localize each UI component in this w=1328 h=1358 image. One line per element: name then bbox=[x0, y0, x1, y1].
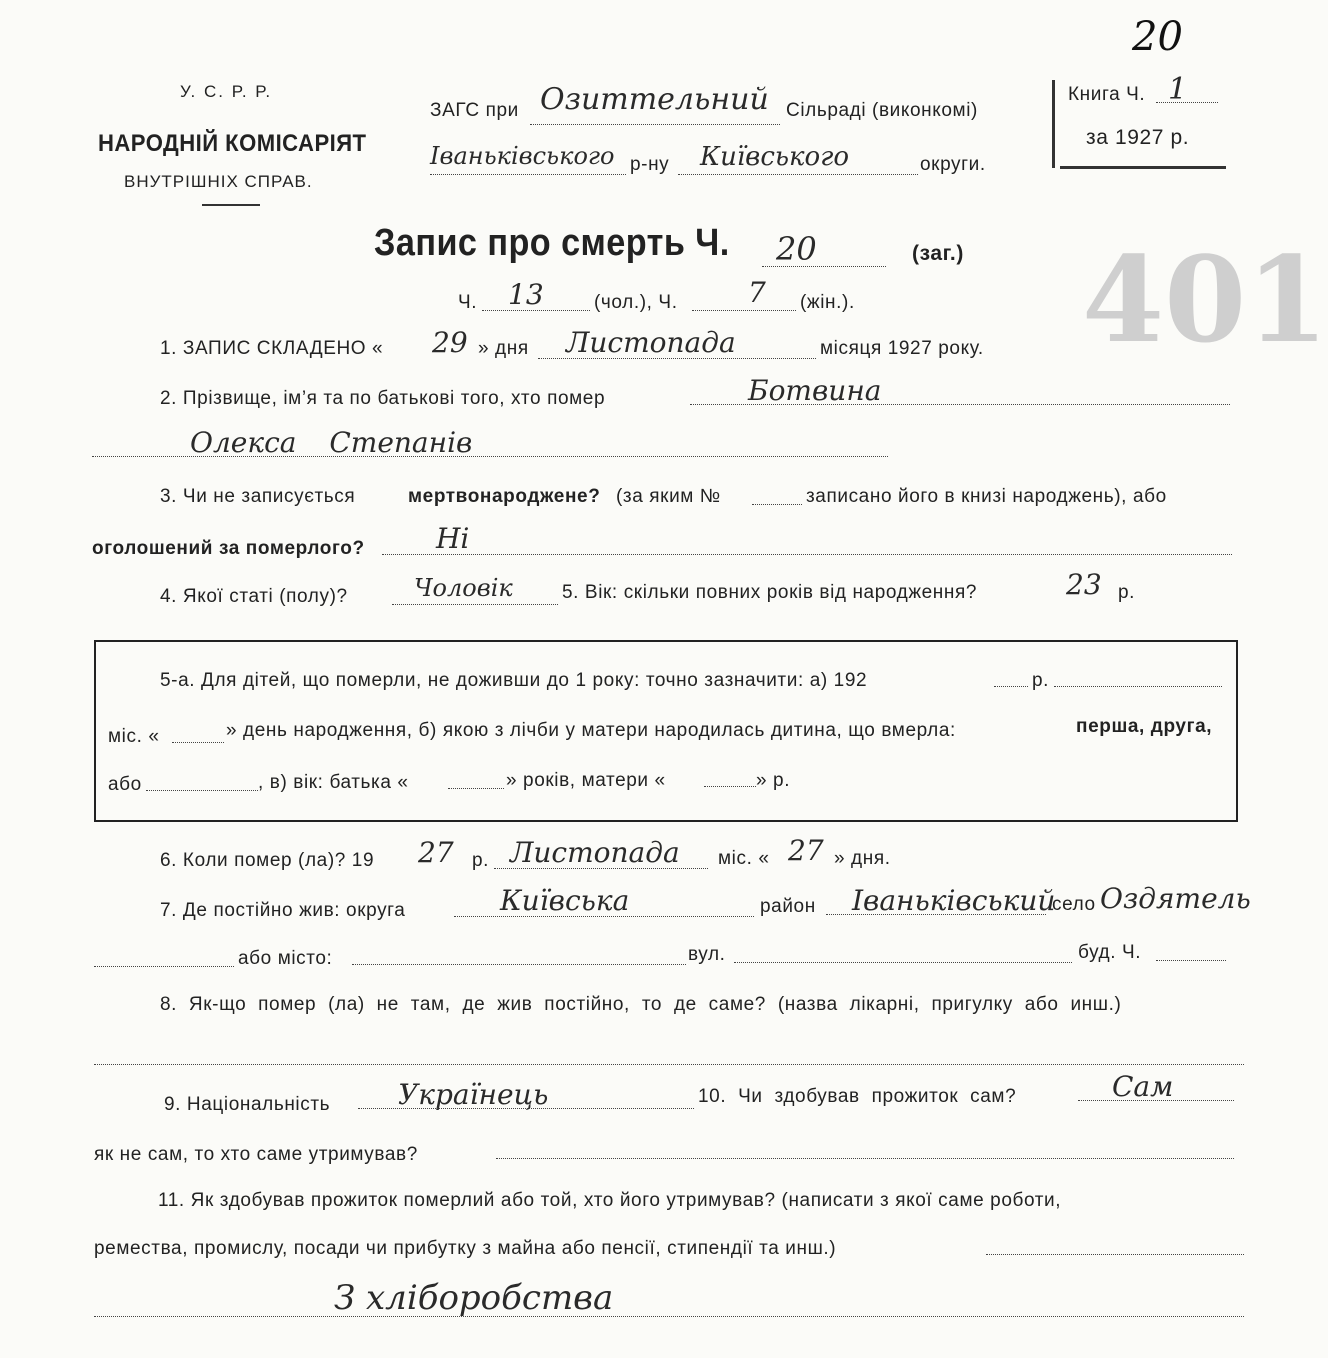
okruha-label: округи. bbox=[920, 154, 986, 175]
raion-label: р-ну bbox=[630, 154, 670, 175]
q7-label: 7. Де постійно жив: округа bbox=[160, 900, 406, 921]
q10-supported-by-label: як не сам, то хто саме утримував? bbox=[94, 1144, 418, 1165]
q6-month-hw: Листопада bbox=[510, 836, 680, 869]
male-count-line bbox=[482, 310, 590, 311]
q7-selo-label: село bbox=[1052, 894, 1096, 915]
book-line bbox=[1156, 102, 1218, 103]
q5a-father-age-label: , в) вік: батька « bbox=[258, 772, 409, 793]
q4-answer-line bbox=[392, 604, 558, 605]
q7-selo-hw: Оздятель bbox=[1100, 882, 1251, 915]
q1-month-line bbox=[538, 358, 816, 359]
q5a-mother-age-line bbox=[704, 786, 756, 787]
q9-label: 9. Національність bbox=[164, 1094, 331, 1115]
q5a-line2: » день народження, б) якою з лічби у матери народилась дитина, що вмерла: bbox=[226, 720, 956, 741]
q7-street-label: вул. bbox=[688, 944, 726, 965]
q11-answer-hw: З хліборобства bbox=[334, 1278, 614, 1318]
q5a-day-line bbox=[172, 742, 224, 743]
q7-city-prefix-line bbox=[94, 966, 234, 967]
q6-label: 6. Коли помер (ла)? 19 bbox=[160, 850, 375, 871]
internal-affairs-label: ВНУТРІШНІХ СПРАВ. bbox=[124, 172, 313, 191]
q6-month-line bbox=[494, 868, 708, 869]
okruha-line bbox=[678, 174, 918, 175]
q6-year-unit: р. bbox=[472, 850, 490, 871]
book-hw: 1 bbox=[1168, 72, 1188, 107]
q3-stillborn: мертвонароджене? bbox=[408, 486, 601, 507]
male-count-label: (чол.), Ч. bbox=[594, 292, 678, 313]
q2-label: 2. Прізвище, ім’я та по батькові того, хто помер bbox=[160, 388, 606, 409]
q8-label: 8. Як-що помер (ла) не там, де жив постійно, то де саме? (назва лікарні, пригулку або инш.) bbox=[160, 994, 1122, 1015]
q5a-line1-end bbox=[1054, 686, 1222, 687]
q3-number-line bbox=[752, 504, 802, 505]
q5a-order-line bbox=[146, 790, 258, 791]
book-label: Книга Ч. bbox=[1068, 84, 1146, 105]
q7-city-line bbox=[352, 964, 686, 965]
q5a-month-prefix: міс. « bbox=[108, 726, 160, 747]
q6-day-label: » дня. bbox=[834, 848, 891, 869]
q1-month-hw: Листопада bbox=[566, 326, 736, 359]
q2-name-line bbox=[92, 456, 888, 457]
book-bracket-bottom bbox=[1060, 166, 1226, 169]
q2-surname-hw: Ботвина bbox=[748, 374, 882, 407]
zags-line bbox=[530, 124, 780, 125]
q6-year-hw: 27 bbox=[418, 836, 454, 869]
q2-name-hw: Олекса Степанів bbox=[190, 426, 473, 459]
q4-label: 4. Якої статі (полу)? bbox=[160, 586, 348, 607]
q7-house-label: буд. Ч. bbox=[1078, 942, 1142, 963]
q4-answer-hw: Чоловік bbox=[414, 574, 513, 602]
q3-label-d: записано його в книзі народжень), або bbox=[806, 486, 1167, 507]
q11-line2-end bbox=[986, 1254, 1244, 1255]
record-title: Запис про смерть Ч. bbox=[374, 222, 730, 264]
record-number-hw: 20 bbox=[776, 230, 817, 268]
q3-answer-line bbox=[382, 554, 1232, 555]
raion-hw: Іваньківського bbox=[430, 142, 615, 170]
q10-label: 10. Чи здобував прожиток сам? bbox=[698, 1086, 1017, 1107]
q8-answer-line bbox=[94, 1064, 1244, 1065]
q5a-year-unit: р. bbox=[1032, 670, 1050, 691]
q7-okruha-line bbox=[454, 916, 754, 917]
q11-label-line1: 11. Як здобував прожиток померлий або той, хто його утримував? (написати з якої саме роботи, bbox=[158, 1190, 1062, 1211]
female-count-label: (жін.). bbox=[800, 292, 855, 313]
q3-answer-hw: Ні bbox=[436, 522, 470, 555]
corner-number-hw: 20 bbox=[1132, 14, 1183, 60]
q7-raion-hw: Іваньківський bbox=[852, 884, 1056, 917]
q10-supported-by-line bbox=[496, 1158, 1234, 1159]
q5-label: 5. Вік: скільки повних років від народження? bbox=[562, 582, 978, 603]
q6-month-label: міс. « bbox=[718, 848, 770, 869]
q5a-father-age-line bbox=[448, 788, 504, 789]
q5a-or: або bbox=[108, 774, 142, 795]
record-number-line bbox=[762, 266, 886, 267]
ussr-label: У. С. Р. Р. bbox=[180, 82, 273, 101]
q11-answer-line bbox=[94, 1316, 1244, 1317]
q7-city-label: або місто: bbox=[238, 948, 333, 969]
q10-answer-hw: Сам bbox=[1112, 1070, 1174, 1103]
q5a-birth-order: перша, друга, bbox=[1076, 716, 1213, 737]
q5-unit: р. bbox=[1118, 582, 1136, 603]
book-year: за 1927 р. bbox=[1086, 126, 1190, 149]
zag-label: (заг.) bbox=[912, 242, 964, 265]
q9-answer-hw: Українець bbox=[398, 1078, 549, 1111]
q5a-mother-age-unit: » р. bbox=[756, 770, 791, 791]
zags-prefix: ЗАГС при bbox=[430, 100, 519, 121]
q1-day-hw: 29 bbox=[432, 326, 468, 359]
q2-surname-line bbox=[690, 404, 1230, 405]
q1-day-suffix: » дня bbox=[478, 338, 529, 359]
commissariat-label: НАРОДНІЙ КОМІСАРІЯТ bbox=[98, 130, 367, 157]
female-count-line bbox=[692, 310, 796, 311]
female-count-hw: 7 bbox=[748, 276, 766, 309]
stamp-number-hw: 401 bbox=[1082, 230, 1328, 369]
q7-okruha-hw: Київська bbox=[500, 884, 630, 917]
q10-answer-line bbox=[1078, 1100, 1234, 1101]
q5a-line1: 5-а. Для дітей, що померли, не доживши до 1 року: точно зазначити: а) 192 bbox=[160, 670, 868, 691]
q5-answer-hw: 23 bbox=[1066, 568, 1102, 601]
book-bracket-left bbox=[1052, 80, 1055, 168]
raion-line bbox=[430, 174, 626, 175]
q3-label-c: (за яким № bbox=[616, 486, 721, 507]
okruha-hw: Київського bbox=[700, 142, 850, 172]
q5a-mother-age-label: » років, матери « bbox=[506, 770, 666, 791]
q7-raion-label: район bbox=[760, 896, 816, 917]
male-count-prefix: Ч. bbox=[458, 292, 478, 313]
header-divider bbox=[202, 204, 260, 206]
q3-label-a: 3. Чи не записується bbox=[160, 486, 356, 507]
q3-declared-dead: оголошений за померлого? bbox=[92, 538, 365, 559]
zags-suffix: Сільраді (виконкомі) bbox=[786, 100, 978, 121]
q5a-year-line bbox=[994, 686, 1028, 687]
male-count-hw: 13 bbox=[508, 278, 544, 311]
q9-answer-line bbox=[358, 1108, 694, 1109]
q6-day-hw: 27 bbox=[788, 834, 824, 867]
q1-label: 1. ЗАПИС СКЛАДЕНО « bbox=[160, 338, 384, 359]
q7-street-line bbox=[734, 962, 1072, 963]
q7-house-line bbox=[1156, 960, 1226, 961]
q7-raion-line bbox=[826, 914, 1046, 915]
q11-label-line2: ремества, промислу, посади чи прибутку з майна або пенсії, стипендії та инш.) bbox=[94, 1238, 837, 1259]
q1-year-label: місяця 1927 року. bbox=[820, 338, 984, 359]
zags-hw: Озиттельний bbox=[540, 82, 769, 117]
